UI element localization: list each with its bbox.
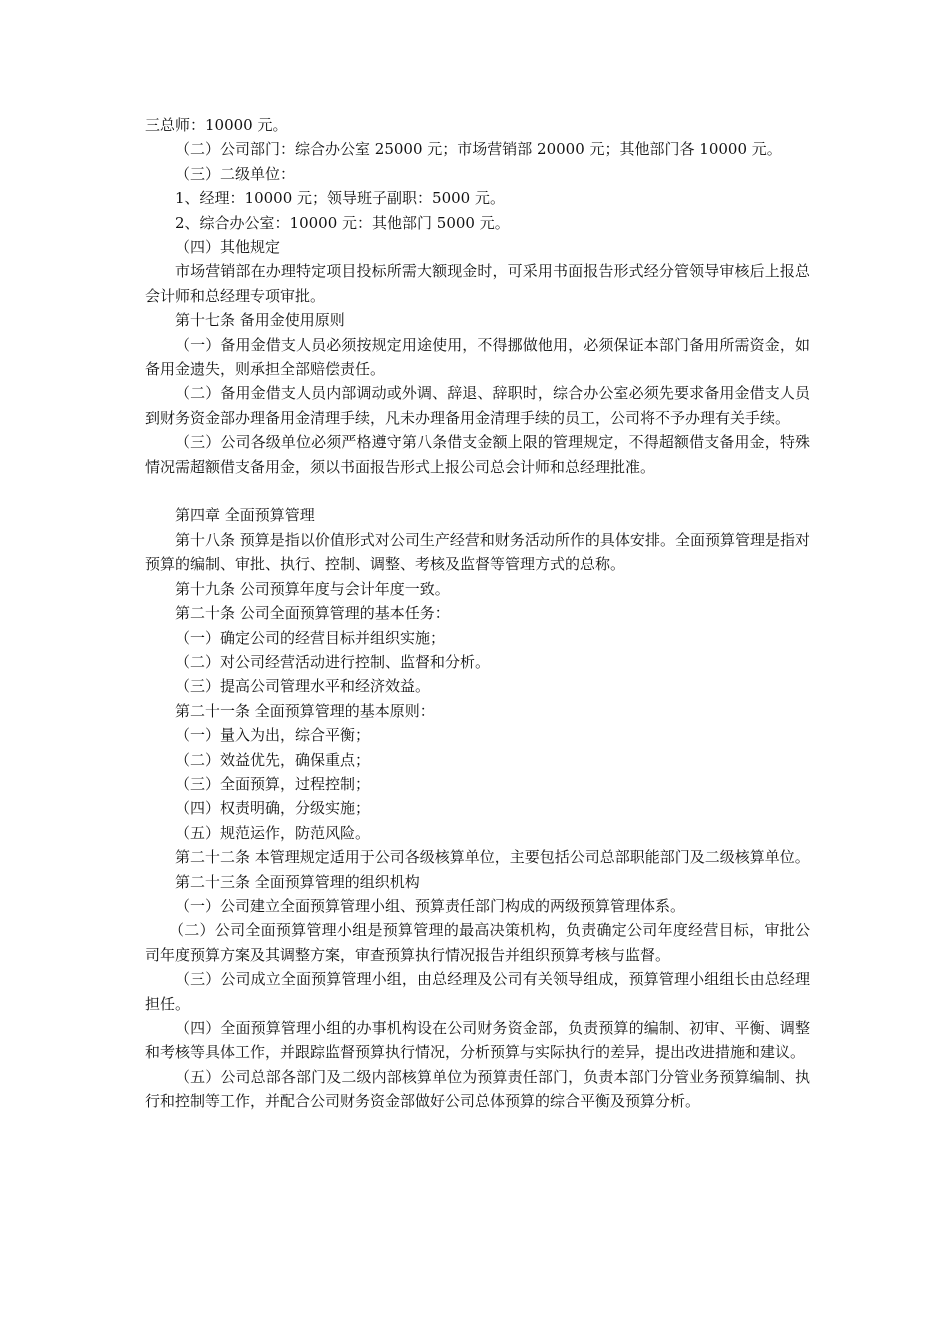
- paragraph: 第二十条 公司全面预算管理的基本任务：: [175, 604, 450, 623]
- paragraph: （二）备用金借支人员内部调动或外调、辞退、辞职时，综合办公室必须先要求备用金借支人员到财务资金部办理备用金清理手续，凡未办理备用金清理手续的员工，公司将不予办理有关手续。: [145, 384, 810, 427]
- paragraph: （二）公司部门：综合办公室 25000 元；市场营销部 20000 元；其他部门各 10000 元。: [175, 140, 782, 159]
- paragraph: （四）全面预算管理小组的办事机构设在公司财务资金部，负责预算的编制、初审、平衡、调整和考核等具体工作，并跟踪监督预算执行情况，分析预算与实际执行的差异，提出改进措施和建议。: [145, 1019, 810, 1062]
- paragraph: 1、经理：10000 元；领导班子副职：5000 元。: [175, 189, 505, 208]
- blank-line: [145, 479, 810, 503]
- paragraph: （五）公司总部各部门及二级内部核算单位为预算责任部门，负责本部门分管业务预算编制、执行和控制等工作，并配合公司财务资金部做好公司总体预算的综合平衡及预算分析。: [145, 1067, 810, 1111]
- paragraph: 第四章 全面预算管理: [175, 506, 315, 525]
- paragraph: 第十七条 备用金使用原则: [175, 311, 345, 330]
- paragraph: 市场营销部在办理特定项目投标所需大额现金时，可采用书面报告形式经分管领导审核后上报总会计师和总经理专项审批。: [145, 262, 810, 305]
- paragraph: 第十八条 预算是指以价值形式对公司生产经营和财务活动所作的具体安排。全面预算管理是指对预算的编制、审批、执行、控制、调整、考核及监督等管理方式的总称。: [145, 530, 810, 574]
- paragraph: （三）全面预算，过程控制；: [175, 774, 371, 793]
- paragraph: （二）公司全面预算管理小组是预算管理的最高决策机构，负责确定公司年度经营目标，审批公司年度预算方案及其调整方案，审查预算执行情况报告并组织预算考核与监督。: [145, 921, 810, 964]
- paragraph: 2、综合办公室：10000 元：其他部门 5000 元。: [175, 213, 510, 232]
- paragraph: （三）提高公司管理水平和经济效益。: [175, 677, 431, 696]
- paragraph: （三）公司各级单位必须严格遵守第八条借支金额上限的管理规定，不得超额借支备用金，特殊情况需超额借支备用金，须以书面报告形式上报公司总会计师和总经理批准。: [145, 433, 810, 476]
- paragraph: 第二十二条 本管理规定适用于公司各级核算单位，主要包括公司总部职能部门及二级核算单位。: [175, 848, 810, 867]
- paragraph: （一）公司建立全面预算管理小组、预算责任部门构成的两级预算管理体系。: [175, 896, 686, 915]
- paragraph: （一）确定公司的经营目标并组织实施；: [175, 628, 446, 647]
- paragraph: 三总师：10000 元。: [145, 116, 288, 134]
- paragraph: 第十九条 公司预算年度与会计年度一致。: [175, 579, 450, 598]
- paragraph: （一）量入为出，综合平衡；: [175, 726, 371, 745]
- paragraph: （四）其他规定: [175, 238, 281, 257]
- document-page: [145, 113, 810, 1114]
- paragraph: （一）备用金借支人员必须按规定用途使用，不得挪做他用，必须保证本部门备用所需资金，如备用金遗失，则承担全部赔偿责任。: [145, 335, 810, 379]
- paragraph: （二）对公司经营活动进行控制、监督和分析。: [175, 652, 491, 671]
- paragraph: 第二十三条 全面预算管理的组织机构: [175, 872, 420, 891]
- paragraph: （五）规范运作，防范风险。: [175, 823, 371, 842]
- paragraph: （三）二级单位：: [175, 164, 296, 183]
- paragraph: （四）权责明确，分级实施；: [175, 799, 371, 818]
- paragraph: （二）效益优先，确保重点；: [175, 750, 371, 769]
- paragraph: （三）公司成立全面预算管理小组，由总经理及公司有关领导组成，预算管理小组组长由总经理担任。: [145, 970, 810, 1013]
- paragraph: 第二十一条 全面预算管理的基本原则：: [175, 701, 435, 720]
